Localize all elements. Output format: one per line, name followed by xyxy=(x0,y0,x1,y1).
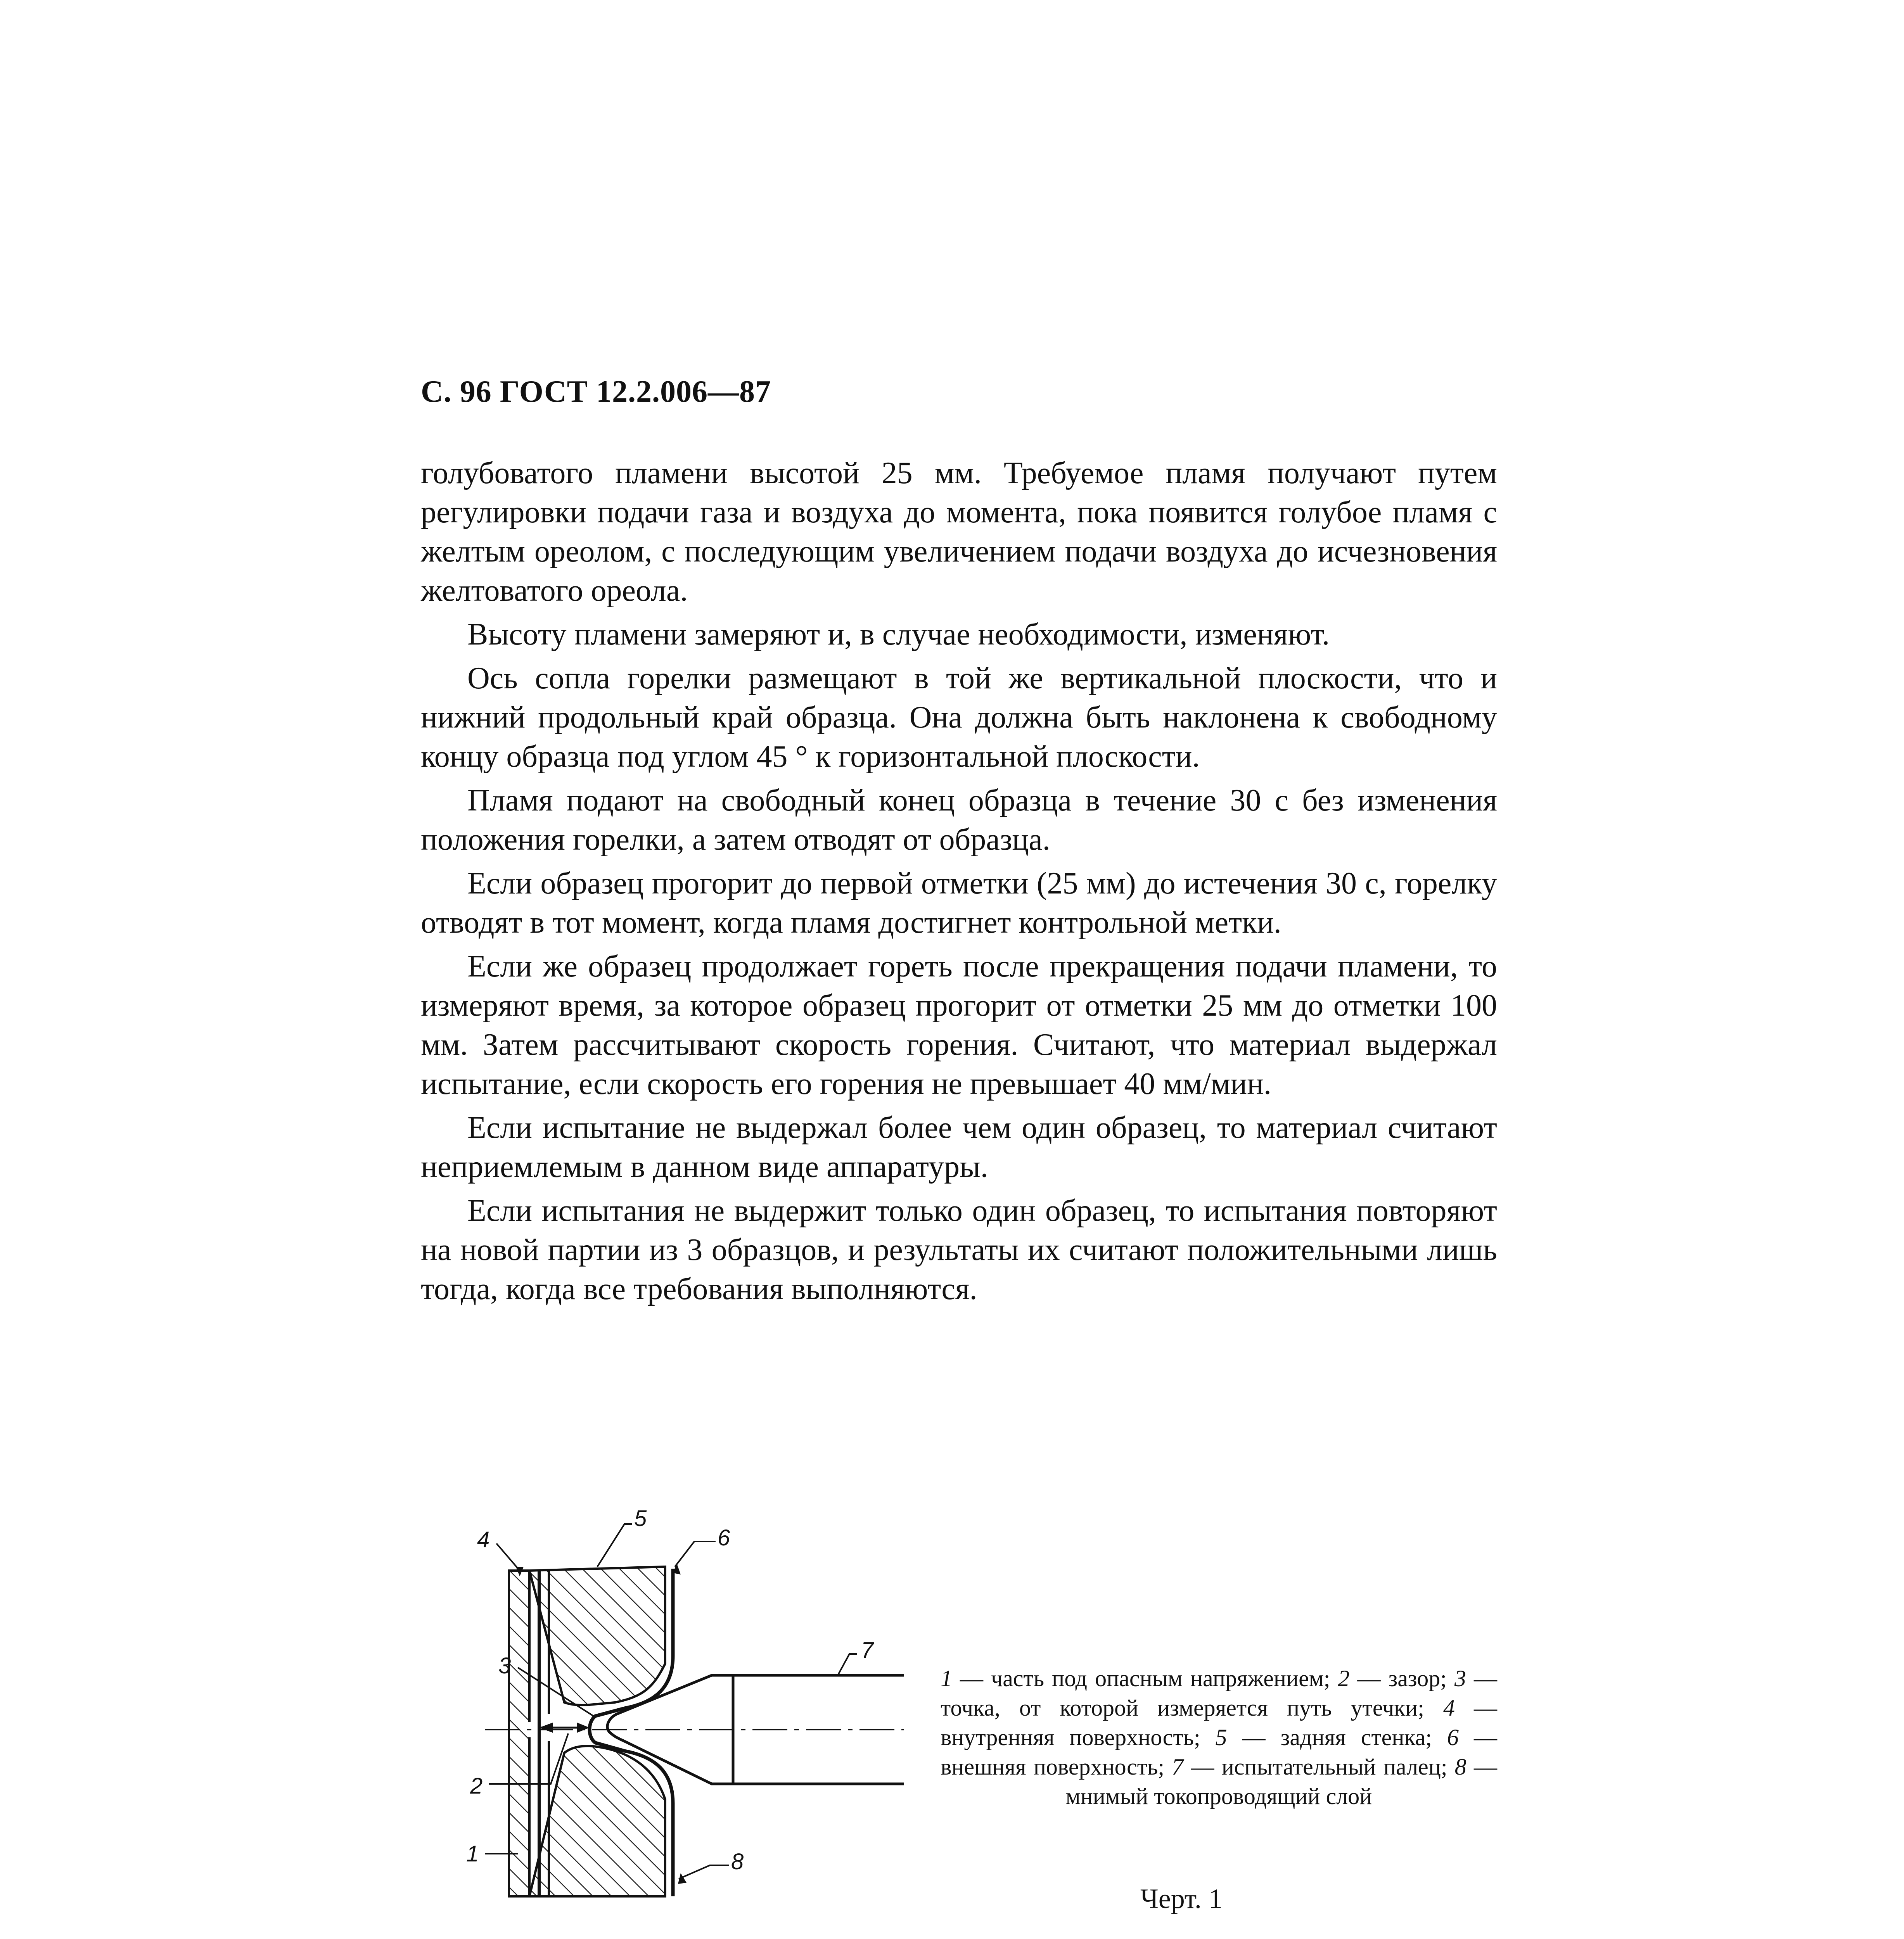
legend-text: — внешняя поверхность; xyxy=(941,1725,1497,1780)
legend-num: 2 xyxy=(1338,1666,1350,1691)
legend-num: 4 xyxy=(1443,1695,1455,1721)
figure-legend xyxy=(941,1664,1497,1811)
legend-num: 5 xyxy=(1215,1725,1227,1750)
label-7: 7 xyxy=(861,1638,874,1663)
body-text xyxy=(421,454,1497,1313)
label-1: 1 xyxy=(466,1841,479,1866)
figure-title: Черт. 1 xyxy=(1140,1883,1223,1914)
legend-num: 8 xyxy=(1454,1754,1466,1780)
page-header: С. 96 ГОСТ 12.2.006—87 xyxy=(421,375,771,409)
legend-num: 7 xyxy=(1172,1754,1184,1780)
paragraph: Высоту пламени замеряют и, в случае необходимости, изменяют. xyxy=(467,617,1330,652)
technical-drawing xyxy=(462,1505,904,1939)
legend-text: — мнимый токопроводящий слой xyxy=(1065,1754,1498,1809)
label-3: 3 xyxy=(498,1653,511,1678)
paragraph: Если образец прогорит до первой отметки (25 мм) до истечения 30 с, горелку отводят в тот момент, когда пламя достигнет контрольной метки. xyxy=(421,866,1497,940)
legend-num: 6 xyxy=(1447,1725,1459,1750)
legend-text: — внутренняя поверхность; xyxy=(941,1695,1497,1750)
live-part-strip xyxy=(509,1571,529,1896)
legend-text: — зазор; xyxy=(1349,1666,1454,1691)
paragraph: Пламя подают на свободный конец образца в течение 30 с без изменения положения горелки, а затем отводят от образца. xyxy=(421,783,1497,857)
label-6: 6 xyxy=(718,1525,730,1550)
paragraph: голубоватого пламени высотой 25 мм. Требуемое пламя получают путем регулировки подачи газа и воздуха до момента, пока появится голубое пламя с желтым ореолом, с последующим увеличением подачи воздуха до исчезновения желтоватого ореола. xyxy=(421,456,1497,608)
label-2: 2 xyxy=(470,1773,483,1799)
legend-text: — задняя стенка; xyxy=(1227,1725,1447,1750)
label-5: 5 xyxy=(634,1506,647,1531)
paragraph: Если испытания не выдержит только один образец, то испытания повторяют на новой партии из 3 образцов, и результаты их считают положительными лишь тогда, когда все требования выполняются. xyxy=(421,1194,1497,1306)
paragraph: Если же образец продолжает гореть после прекращения подачи пламени, то измеряют время, за которое образец прогорит от отметки 25 мм до отметки 100 мм. Затем рассчитывают скорость горения. Считают, что материал выдержал испытание, если скорость его горения не превышает 40 мм/мин. xyxy=(421,949,1497,1101)
paragraph: Ось сопла горелки размещают в той же вертикальной плоскости, что и нижний продольный край образца. Она должна быть наклонена к свободному концу образца под углом 45 ° к горизонтальной плоскости. xyxy=(421,661,1497,774)
label-4: 4 xyxy=(477,1527,490,1552)
legend-num: 3 xyxy=(1454,1666,1466,1691)
legend-num: 1 xyxy=(941,1666,952,1691)
legend-text: — испытательный палец; xyxy=(1183,1754,1455,1780)
legend-text: — часть под опасным напряжением; xyxy=(952,1666,1338,1691)
legend-text: — точка, от которой измеряется путь утечки; xyxy=(941,1666,1498,1721)
label-8: 8 xyxy=(731,1849,744,1874)
paragraph: Если испытание не выдержал более чем один образец, то материал считают неприемлемым в данном виде аппаратуры. xyxy=(421,1111,1497,1184)
